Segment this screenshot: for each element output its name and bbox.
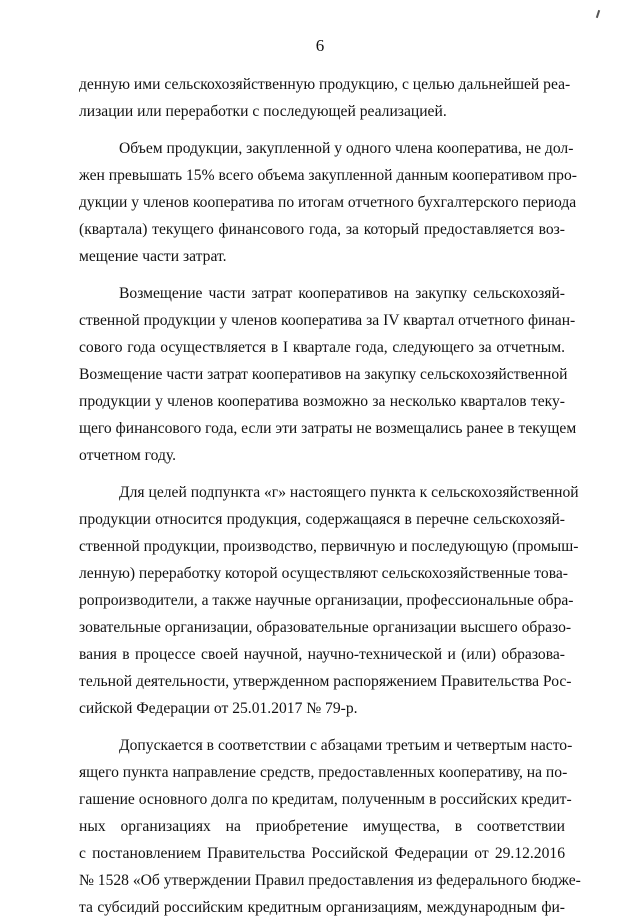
paragraph bbox=[79, 71, 571, 125]
paragraph-gap bbox=[79, 469, 565, 479]
text-line: Для целей подпункта «г» настоящего пункта к сельскохозяйственной bbox=[119, 484, 579, 501]
text-line: ственной продукции, производство, первичную и последующую (промыш- bbox=[79, 538, 579, 555]
text-line: ропроизводители, а также научные организации, профессиональные обра- bbox=[79, 592, 574, 609]
paragraph-gap bbox=[79, 125, 565, 135]
paragraph bbox=[79, 479, 579, 722]
text-line: Возмещение части затрат кооперативов на закупку сельскохозяйственной bbox=[79, 366, 568, 383]
text-line: (квартала) текущего финансового года, за который предоставляется воз- bbox=[79, 221, 565, 238]
text-line: отчетном году. bbox=[79, 447, 177, 464]
text-line: жен превышать 15% всего объема закупленной данным кооперативом про- bbox=[79, 167, 577, 184]
body-text bbox=[79, 71, 581, 921]
paragraph bbox=[79, 280, 577, 469]
paragraph-gap bbox=[79, 722, 565, 732]
text-line: продукции относится продукция, содержащаяся в перечне сельскохозяй- bbox=[79, 511, 565, 528]
text-line: вания в процессе своей научной, научно-технической и (или) образова- bbox=[79, 646, 565, 663]
text-line: Объем продукции, закупленной у одного члена кооператива, не дол- bbox=[119, 140, 574, 157]
text-line: Допускается в соответствии с абзацами третьим и четвертым насто- bbox=[119, 737, 573, 754]
text-line: щего финансового года, если эти затраты не возмещались ранее в текущем bbox=[79, 420, 577, 437]
page-number: 6 bbox=[315, 36, 325, 55]
text-line: ственной продукции у членов кооператива за IV квартал отчетного финан- bbox=[79, 312, 576, 329]
text-line: зовательные организации, образовательные организации высшего образо- bbox=[79, 619, 572, 636]
text-line: сийской Федерации от 25.01.2017 № 79-р. bbox=[79, 700, 358, 717]
scan-artifact-mark bbox=[596, 10, 600, 18]
text-line: продукции у членов кооператива возможно за несколько кварталов теку- bbox=[79, 393, 565, 410]
text-line: дукции у членов кооператива по итогам отчетного бухгалтерского периода bbox=[79, 194, 577, 211]
text-line: ящего пункта направление средств, предоставленных кооперативу, на по- bbox=[79, 764, 568, 781]
text-line: № 1528 «Об утверждении Правил предоставления из федерального бюдже- bbox=[79, 872, 581, 889]
text-line: тельной деятельности, утвержденном распоряжением Правительства Рос- bbox=[79, 673, 572, 690]
text-line: лизации или переработки с последующей реализацией. bbox=[79, 103, 447, 120]
text-line: сового года осуществляется в I квартале года, следующего за отчетным. bbox=[79, 339, 565, 356]
text-line: ленную) переработку которой осуществляют сельскохозяйственные това- bbox=[79, 565, 568, 582]
text-line: Возмещение части затрат кооперативов на закупку сельскохозяй- bbox=[119, 285, 565, 302]
paragraph-gap bbox=[79, 270, 565, 280]
text-line: с постановлением Правительства Российской Федерации от 29.12.2016 bbox=[79, 845, 565, 862]
text-line: мещение части затрат. bbox=[79, 248, 227, 265]
paragraph bbox=[79, 135, 577, 270]
text-line: та субсидий российским кредитным организациям, международным фи- bbox=[79, 899, 565, 916]
text-line: денную ими сельскохозяйственную продукцию, с целью дальнейшей реа- bbox=[79, 76, 571, 93]
text-line: гашение основного долга по кредитам, полученным в российских кредит- bbox=[79, 791, 572, 808]
text-line: ных организациях на приобретение имущества, в соответствии bbox=[79, 818, 565, 835]
paragraph bbox=[79, 732, 581, 921]
